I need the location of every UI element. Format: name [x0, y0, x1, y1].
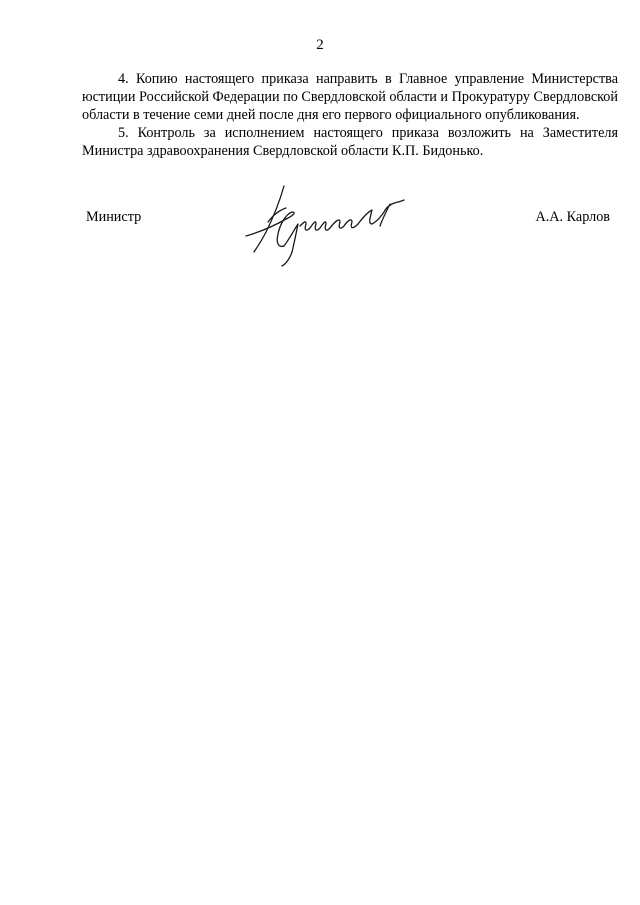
signer-title: Министр [86, 209, 142, 225]
page-number: 2 [316, 37, 324, 53]
document-body [82, 70, 618, 160]
paragraph-5: 5. Контроль за исполнением настоящего приказа возложить на Заместителя Министра здравоохранения Свердловской области К.П. Бидонько. [82, 125, 618, 159]
paragraph-4: 4. Копию настоящего приказа направить в Главное управление Министерства юстиции Российской Федерации по Свердловской области и Прокуратуру Свердловской области в течение семи дней после дня его первого официального опубликования. [82, 71, 618, 123]
signature-strokes [246, 186, 404, 266]
handwritten-signature [240, 182, 420, 270]
signer-name: А.А. Карлов [535, 209, 610, 225]
